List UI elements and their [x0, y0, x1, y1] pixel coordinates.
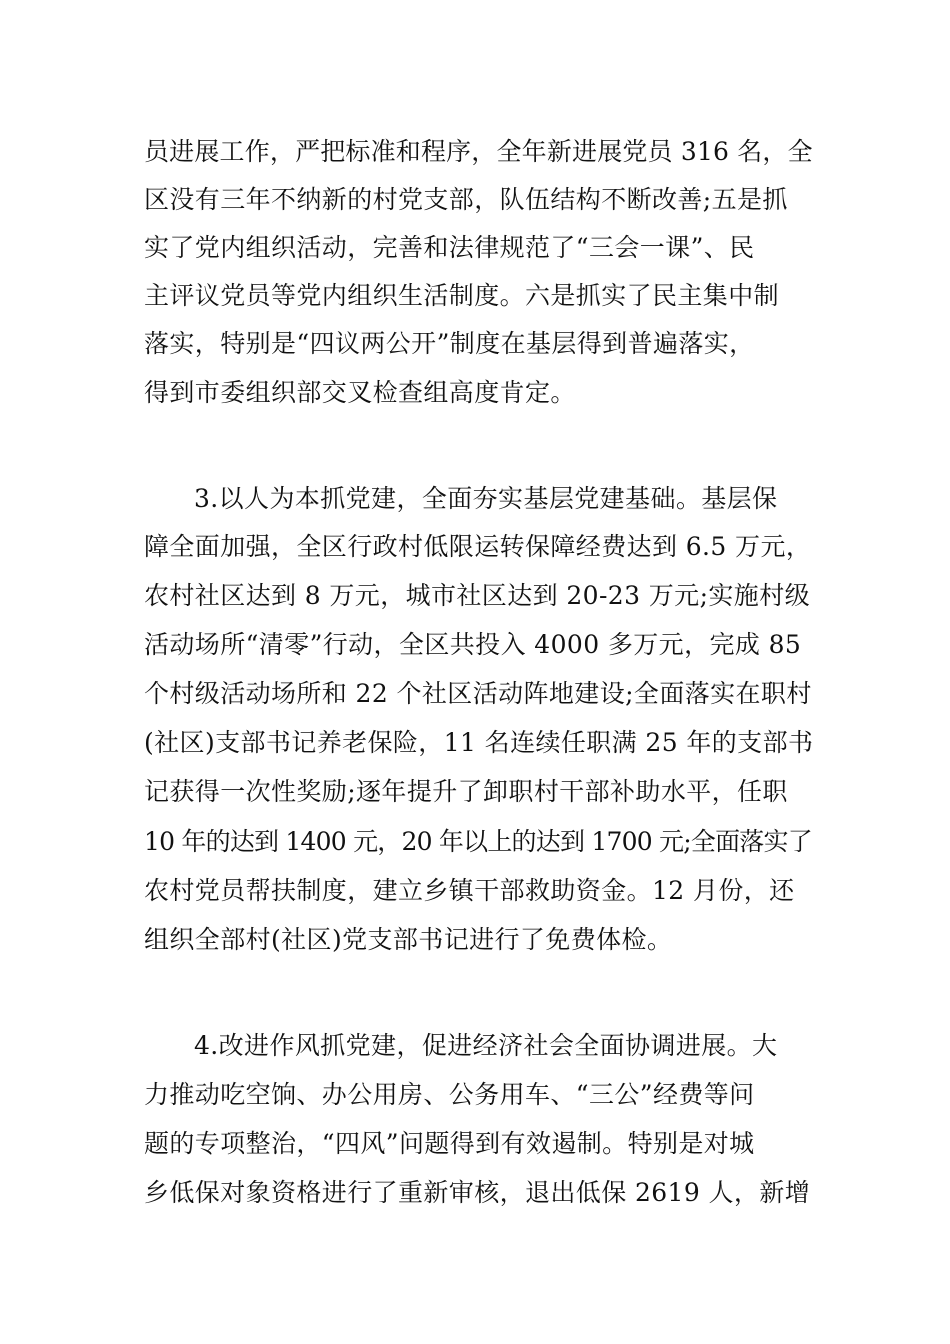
- paragraph-2-line-1: 3.以人为本抓党建，全面夯实基层党建基础。基层保: [194, 484, 778, 513]
- paragraph-1-line-2: 区没有三年不纳新的村党支部，队伍结构不断改善;五是抓: [144, 185, 788, 214]
- paragraph-1-line-5: 落实，特别是“四议两公开”制度在基层得到普遍落实，: [144, 329, 755, 358]
- paragraph-2-line-4: 活动场所“清零”行动，全区共投入 4000 多万元，完成 85: [144, 630, 802, 659]
- paragraph-3-line-2: 力推动吃空饷、办公用房、公务用车、“三公”经费等问: [144, 1080, 755, 1109]
- paragraph-1-line-6: 得到市委组织部交叉检查组高度肯定。: [144, 378, 576, 407]
- paragraph-3-line-4: 乡低保对象资格进行了重新审核，退出低保 2619 人，新增: [144, 1178, 811, 1207]
- paragraph-2-line-5: 个村级活动场所和 22 个社区活动阵地建设;全面落实在职村: [144, 679, 812, 708]
- paragraph-2-line-7: 记获得一次性奖励;逐年提升了卸职村干部补助水平，任职: [144, 777, 788, 806]
- paragraph-1-line-4: 主评议党员等党内组织生活制度。六是抓实了民主集中制: [144, 281, 780, 310]
- paragraph-2-line-9: 农村党员帮扶制度，建立乡镇干部救助资金。12 月份，还: [144, 876, 795, 905]
- paragraph-3-line-1: 4.改进作风抓党建，促进经济社会全面协调进展。大: [194, 1031, 778, 1060]
- paragraph-1-line-1: 员进展工作，严把标准和程序，全年新进展党员 316 名，全: [144, 137, 813, 166]
- paragraph-2-line-8: 10 年的达到 1400 元，20 年以上的达到 1700 元;全面落实了: [144, 827, 812, 856]
- paragraph-2-line-6: (社区)支部书记养老保险，11 名连续任职满 25 年的支部书: [144, 728, 814, 757]
- paragraph-2-line-2: 障全面加强，全区行政村低限运转保障经费达到 6.5 万元，: [144, 532, 812, 561]
- paragraph-3-line-3: 题的专项整治，“四风”问题得到有效遏制。特别是对城: [144, 1129, 755, 1158]
- paragraph-2-line-3: 农村社区达到 8 万元，城市社区达到 20-23 万元;实施村级: [144, 581, 810, 610]
- paragraph-2-line-10: 组织全部村(社区)党支部书记进行了免费体检。: [144, 925, 673, 954]
- paragraph-1-line-3: 实了党内组织活动，完善和法律规范了“三会一课”、民: [144, 233, 755, 262]
